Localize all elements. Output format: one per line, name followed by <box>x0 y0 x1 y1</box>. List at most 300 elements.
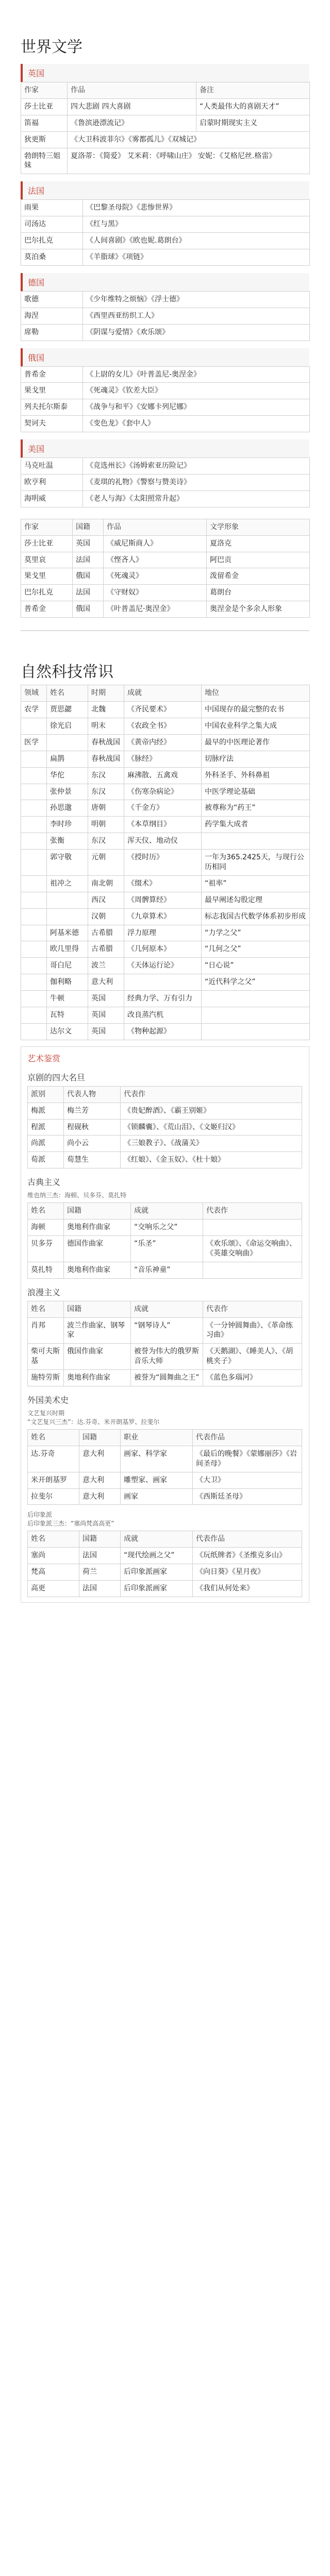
table-cell: 《老人与海》《太阳照常升起》 <box>83 490 310 507</box>
opera-header: 派别 <box>28 1086 64 1103</box>
table-cell: 莎士比亚 <box>21 98 68 115</box>
table-row <box>21 383 310 399</box>
table-row <box>21 718 310 734</box>
divider <box>21 630 309 631</box>
table-cell: 《伤寒杂病论》 <box>124 784 202 800</box>
lit2-header: 作品 <box>104 519 207 535</box>
table-cell: 海涅 <box>21 308 83 324</box>
table-cell <box>203 1262 302 1278</box>
uk-header-row <box>21 82 310 99</box>
paint-header: 国籍 <box>79 1430 121 1446</box>
romantic-table <box>27 1301 302 1386</box>
lit2-header: 国籍 <box>73 519 104 535</box>
table-cell: 达.芬奇 <box>28 1446 79 1472</box>
table-cell: 海顿 <box>28 1219 64 1236</box>
table-cell: 启蒙时期现实主义 <box>196 115 310 131</box>
table-row <box>28 1152 302 1168</box>
table-cell: 《脉经》 <box>124 751 202 767</box>
table-cell: 俄国 <box>73 601 104 618</box>
table-row <box>21 148 310 174</box>
table-cell <box>21 833 47 850</box>
table-cell: 被誉为伟大的俄罗斯音乐大师 <box>131 1344 203 1370</box>
fr-table <box>21 199 310 266</box>
music-header: 国籍 <box>64 1203 131 1219</box>
table-cell: 俄国 <box>73 568 104 585</box>
table-cell: 欧几里得 <box>47 941 88 958</box>
table-row <box>28 1564 302 1581</box>
table-cell <box>21 925 47 941</box>
table-cell: “几何之父” <box>202 941 310 958</box>
table-cell: 后印象派画家 <box>121 1564 193 1581</box>
ru-table <box>21 366 310 433</box>
table-cell: 《悭吝人》 <box>104 552 207 568</box>
table-cell: 《上尉的女儿》《叶普盖尼-奥涅金》 <box>83 366 310 383</box>
table-cell: 明朝 <box>88 817 124 833</box>
table-row <box>28 1317 302 1344</box>
table-row <box>21 131 310 148</box>
art-box <box>21 1046 309 1603</box>
table-row <box>21 817 310 833</box>
table-row <box>21 800 310 817</box>
sci-header: 地位 <box>202 685 310 702</box>
table-row <box>21 875 310 892</box>
table-row <box>21 991 310 1007</box>
table-cell: 席勒 <box>21 324 83 341</box>
table-cell: 《西里西亚纺织工人》 <box>83 308 310 324</box>
table-cell <box>21 974 47 991</box>
table-cell: 《欢乐颂》、《命运交响曲》、《英雄交响曲》 <box>203 1235 302 1262</box>
table-cell: 郭守敬 <box>47 850 88 876</box>
table-cell: 司汤达 <box>21 216 83 233</box>
table-cell: 《我们从何处来》 <box>193 1581 302 1597</box>
table-row <box>28 1344 302 1370</box>
table-cell: 中国现存的最完整的农书 <box>202 702 310 718</box>
table-row <box>21 490 310 507</box>
table-cell <box>21 817 47 833</box>
table-cell <box>21 784 47 800</box>
table-cell: 《授时历》 <box>124 850 202 876</box>
table-cell: “音乐神童” <box>131 1262 203 1278</box>
painting-title: 外国美术史 <box>27 1395 69 1405</box>
table-cell: 莫里哀 <box>21 552 73 568</box>
table-row <box>21 751 310 767</box>
music-header-row <box>28 1301 302 1317</box>
romantic-title: 浪漫主义 <box>27 1287 61 1297</box>
table-cell <box>202 1023 310 1040</box>
table-cell: 英国 <box>88 1007 124 1023</box>
table-cell: 高更 <box>28 1581 79 1597</box>
table-cell: 《一分钟圆舞曲》、《革命练习曲》 <box>203 1317 302 1344</box>
table-cell: 瓦特 <box>47 1007 88 1023</box>
table-cell: 被誉为“圆舞曲之王” <box>131 1370 203 1386</box>
table-cell: 荷兰 <box>79 1564 121 1581</box>
opera-title: 京剧的四大名旦 <box>27 1072 86 1082</box>
table-cell: 浑天仪、地动仪 <box>124 833 202 850</box>
impression-header-row <box>28 1531 302 1548</box>
table-row <box>21 908 310 925</box>
table-cell <box>21 941 47 958</box>
table-row <box>21 734 310 751</box>
table-cell <box>47 892 88 908</box>
renaissance-sub: “文艺复兴三杰”：达.芬奇、米开朗基罗、拉斐尔 <box>27 1418 160 1426</box>
table-cell: 古希腊 <box>88 925 124 941</box>
de-label: 德国 <box>21 273 309 291</box>
table-cell: 唐朝 <box>88 800 124 817</box>
table-cell: 《威尼斯商人》 <box>104 535 207 552</box>
table-cell: “现代绘画之父” <box>121 1548 193 1564</box>
table-cell: 《玩纸牌者》《圣维克多山》 <box>193 1548 302 1564</box>
world-lit-section <box>21 64 309 618</box>
table-cell: 孙思邈 <box>47 800 88 817</box>
opera-table <box>27 1086 302 1168</box>
table-cell: 荀派 <box>28 1152 64 1168</box>
impression-header: 代表作品 <box>193 1531 302 1548</box>
table-row <box>21 833 310 850</box>
table-cell: 明末 <box>88 718 124 734</box>
table-row <box>28 1136 302 1152</box>
table-cell: 东汉 <box>88 784 124 800</box>
table-cell: 意大利 <box>79 1446 121 1472</box>
table-cell: 英国 <box>88 991 124 1007</box>
us-table <box>21 457 310 507</box>
table-cell: 泼留希金 <box>207 568 310 585</box>
table-cell: “交响乐之父” <box>131 1219 203 1236</box>
table-cell: 《大卫》 <box>193 1472 302 1488</box>
table-cell: 哥白尼 <box>47 958 88 974</box>
table-cell: 古希腊 <box>88 941 124 958</box>
table-cell <box>47 908 88 925</box>
table-cell: 四大悲剧 四大喜剧 <box>68 98 196 115</box>
music-header: 代表作 <box>203 1301 302 1317</box>
table-cell: 后印象派画家 <box>121 1581 193 1597</box>
table-cell: 经典力学、万有引力 <box>124 991 202 1007</box>
table-row <box>21 416 310 432</box>
table-cell: 程砚秋 <box>64 1119 121 1136</box>
table-cell: 《少年维特之烦恼》《浮士德》 <box>83 291 310 308</box>
table-cell <box>202 991 310 1007</box>
table-cell: 扁鹊 <box>47 751 88 767</box>
table-cell: 《最后的晚餐》《蒙娜丽莎》《岩间圣母》 <box>193 1446 302 1472</box>
table-row <box>21 850 310 876</box>
table-row <box>21 115 310 131</box>
sci-header: 时期 <box>88 685 124 702</box>
table-cell: 《死魂灵》《钦差大臣》 <box>83 383 310 399</box>
table-cell: 施特劳斯 <box>28 1370 64 1386</box>
table-cell: 贝多芬 <box>28 1235 64 1262</box>
table-cell: 波兰作曲家、钢琴家 <box>64 1317 131 1344</box>
table-cell: “乐圣” <box>131 1235 203 1262</box>
table-cell: 《羊脂球》《项链》 <box>83 249 310 266</box>
table-cell <box>21 800 47 817</box>
table-row <box>21 249 310 266</box>
table-cell: 外科圣手、外科鼻祖 <box>202 767 310 784</box>
table-cell: 《变色龙》《套中人》 <box>83 416 310 432</box>
impression-header: 国籍 <box>79 1531 121 1548</box>
table-cell: 普希金 <box>21 601 73 618</box>
table-cell: 李时珍 <box>47 817 88 833</box>
table-cell: 果戈里 <box>21 568 73 585</box>
table-cell: 梅派 <box>28 1103 64 1119</box>
table-cell: 英国 <box>73 535 104 552</box>
table-cell: 最早的中医理论著作 <box>202 734 310 751</box>
table-cell: 勃朗特三姐妹 <box>21 148 68 174</box>
table-cell: 牛顿 <box>47 991 88 1007</box>
table-cell: 《贵妃醉酒》、《霸王别姬》 <box>121 1103 302 1119</box>
table-cell: 意大利 <box>88 974 124 991</box>
table-cell: 《竞选州长》《汤姆索亚历险记》 <box>83 458 310 474</box>
impression-header: 姓名 <box>28 1531 79 1548</box>
table-row <box>21 568 310 585</box>
table-cell: 奥地利作曲家 <box>64 1262 131 1278</box>
table-cell <box>21 958 47 974</box>
table-cell: 中国农业科学之集大成 <box>202 718 310 734</box>
music-header: 成就 <box>131 1203 203 1219</box>
table-cell: “人类最伟大的喜剧天才” <box>196 98 310 115</box>
table-cell: “钢琴诗人” <box>131 1317 203 1344</box>
table-cell: 列夫托尔斯泰 <box>21 399 83 416</box>
table-cell: 梅兰芳 <box>64 1103 121 1119</box>
sci-header: 成就 <box>124 685 202 702</box>
table-cell: 《九章算术》 <box>124 908 202 925</box>
table-cell: 徐光启 <box>47 718 88 734</box>
table-cell <box>21 850 47 876</box>
table-cell: 元朝 <box>88 850 124 876</box>
table-cell: 巴尔扎克 <box>21 585 73 601</box>
table-cell: 一年为365.2425天，与现行公历相同 <box>202 850 310 876</box>
table-cell: 《阴谋与爱情》《欢乐颂》 <box>83 324 310 341</box>
table-cell: 贾思勰 <box>47 702 88 718</box>
table-cell: 北魏 <box>88 702 124 718</box>
table-cell: 欧亨利 <box>21 474 83 491</box>
table-cell: 春秋战国 <box>88 751 124 767</box>
table-cell: 《黄帝内经》 <box>124 734 202 751</box>
ru-label: 俄国 <box>21 348 309 366</box>
table-cell: 阿基米德 <box>47 925 88 941</box>
table-cell <box>21 751 47 767</box>
table-cell: 《死魂灵》 <box>104 568 207 585</box>
uk-header: 备注 <box>196 82 310 99</box>
table-row <box>28 1119 302 1136</box>
table-cell: 笛福 <box>21 115 68 131</box>
paint-header: 职业 <box>121 1430 193 1446</box>
opera-header: 代表人物 <box>64 1086 121 1103</box>
table-cell: 法国 <box>79 1548 121 1564</box>
table-cell: “祖率” <box>202 875 310 892</box>
opera-header-row <box>28 1086 302 1103</box>
table-cell: 奥地利作曲家 <box>64 1219 131 1236</box>
table-row <box>21 366 310 383</box>
table-row <box>21 1007 310 1023</box>
table-cell: 《物种起源》 <box>124 1023 202 1040</box>
table-row <box>28 1488 302 1505</box>
table-cell: 雕塑家、画家 <box>121 1472 193 1488</box>
table-cell: 法国 <box>73 585 104 601</box>
table-row <box>28 1235 302 1262</box>
table-cell: 《缀术》 <box>124 875 202 892</box>
paint-header: 代表作品 <box>193 1430 302 1446</box>
table-cell: 奥地利作曲家 <box>64 1370 131 1386</box>
table-cell: 米开朗基罗 <box>28 1472 79 1488</box>
art-title: 艺术鉴赏 <box>27 1053 61 1063</box>
table-cell: 《三娘教子》、《战蒲关》 <box>121 1136 302 1152</box>
table-cell: 东汉 <box>88 833 124 850</box>
table-row <box>28 1472 302 1488</box>
sci-body <box>21 702 310 1040</box>
sci-section <box>21 685 309 1603</box>
classical-sub: 维也纳三杰：海顿、贝多芬、莫扎特 <box>27 1192 127 1199</box>
table-cell: 《大卫科波菲尔》《雾都孤儿》《双城记》 <box>68 131 310 148</box>
table-row <box>21 601 310 618</box>
table-cell: 马克吐温 <box>21 458 83 474</box>
table-cell <box>21 718 47 734</box>
table-row <box>21 552 310 568</box>
table-cell: 法国 <box>79 1581 121 1597</box>
uk-header: 作家 <box>21 82 68 99</box>
table-cell: 张衡 <box>47 833 88 850</box>
table-row <box>21 233 310 249</box>
table-cell: 药学集大成者 <box>202 817 310 833</box>
table-row <box>21 291 310 308</box>
table-cell: 《齐民要术》 <box>124 702 202 718</box>
paint-header: 姓名 <box>28 1430 79 1446</box>
table-row <box>28 1548 302 1564</box>
table-cell: 《红与黑》 <box>83 216 310 233</box>
lit2-header-row <box>21 519 310 535</box>
table-cell: 肖邦 <box>28 1317 64 1344</box>
table-row <box>21 925 310 941</box>
table-cell <box>203 1219 302 1236</box>
table-cell: 切脉疗法 <box>202 751 310 767</box>
table-row <box>21 399 310 416</box>
table-cell: 《战争与和平》《安娜卡列尼娜》 <box>83 399 310 416</box>
table-cell: 俄国作曲家 <box>64 1344 131 1370</box>
table-cell: 华佗 <box>47 767 88 784</box>
table-cell: 《本草纲目》 <box>124 817 202 833</box>
table-cell: 《蓝色多瑙河》 <box>203 1370 302 1386</box>
music-header: 姓名 <box>28 1203 64 1219</box>
table-cell: 莫扎特 <box>28 1262 64 1278</box>
uk-header: 作品 <box>68 82 196 99</box>
table-cell: 巴尔扎克 <box>21 233 83 249</box>
table-cell: 《鲁滨逊漂流记》 <box>68 115 196 131</box>
table-cell: 南北朝 <box>88 875 124 892</box>
table-cell: 《天鹅湖》、《睡美人》、《胡桃夹子》 <box>203 1344 302 1370</box>
lit2-header: 文学形象 <box>207 519 310 535</box>
table-cell: 意大利 <box>79 1488 121 1505</box>
table-cell: 《周髀算经》 <box>124 892 202 908</box>
table-cell: 标志我国古代数学体系初步形成 <box>202 908 310 925</box>
table-cell: 夏洛克 <box>207 535 310 552</box>
table-row <box>21 784 310 800</box>
table-cell: 浮力原理 <box>124 925 202 941</box>
table-cell <box>202 833 310 850</box>
table-cell <box>21 908 47 925</box>
table-row <box>21 892 310 908</box>
table-cell: 普希金 <box>21 366 83 383</box>
table-row <box>21 98 310 115</box>
table-cell: 尚小云 <box>64 1136 121 1152</box>
table-cell: 柴可夫斯基 <box>28 1344 64 1370</box>
table-row <box>21 535 310 552</box>
table-cell: “近代科学之父” <box>202 974 310 991</box>
table-row <box>21 958 310 974</box>
table-cell: 中医学理论基础 <box>202 784 310 800</box>
table-cell: 《千金方》 <box>124 800 202 817</box>
table-cell: 葛朗台 <box>207 585 310 601</box>
table-cell: 《红娘》、《金玉奴》、《杜十娘》 <box>121 1152 302 1168</box>
table-cell: 果戈里 <box>21 383 83 399</box>
music-header-row <box>28 1203 302 1219</box>
fr-label: 法国 <box>21 181 309 199</box>
table-cell <box>21 991 47 1007</box>
table-cell: 西汉 <box>88 892 124 908</box>
table-cell: 《人间喜剧》《欧也妮.葛朗台》 <box>83 233 310 249</box>
table-cell: 尚派 <box>28 1136 64 1152</box>
sci-title: 自然科技常识 <box>21 663 113 682</box>
table-row <box>28 1262 302 1278</box>
table-row <box>21 702 310 718</box>
impression-sub: 后印象派三杰：“塞尚梵高高更” <box>27 1520 114 1528</box>
table-cell: 德国作曲家 <box>64 1235 131 1262</box>
table-cell: 《叶普盖尼·奥涅金》 <box>104 601 207 618</box>
table-cell: 雨果 <box>21 200 83 216</box>
table-cell: 海明威 <box>21 490 83 507</box>
table-cell <box>47 734 88 751</box>
table-cell: 达尔文 <box>47 1023 88 1040</box>
table-cell: “日心说” <box>202 958 310 974</box>
table-row <box>21 308 310 324</box>
lit2-header: 作家 <box>21 519 73 535</box>
table-cell: 奥涅金是个多余人形象 <box>207 601 310 618</box>
impression-header: 成就 <box>121 1531 193 1548</box>
table-cell: 画家 <box>121 1488 193 1505</box>
table-row <box>28 1219 302 1236</box>
table-cell: 狄更斯 <box>21 131 68 148</box>
table-cell: 《巴黎圣母院》《悲惨世界》 <box>83 200 310 216</box>
world-lit-title: 世界文学 <box>21 38 82 56</box>
sci-header-row <box>21 685 310 702</box>
table-cell: 汉朝 <box>88 908 124 925</box>
table-cell: 春秋战国 <box>88 734 124 751</box>
table-cell: 最早阐述勾股定理 <box>202 892 310 908</box>
table-cell: 《西斯廷圣母》 <box>193 1488 302 1505</box>
uk-table <box>21 82 310 174</box>
table-row <box>21 458 310 474</box>
table-cell: 程派 <box>28 1119 64 1136</box>
table-cell: 《锁麟囊》、《荒山泪》、《文姬归汉》 <box>121 1119 302 1136</box>
renaissance-table <box>27 1429 302 1505</box>
table-cell: 英国 <box>88 1023 124 1040</box>
table-cell <box>21 892 47 908</box>
table-cell: 意大利 <box>79 1472 121 1488</box>
lit-character-table <box>21 519 310 618</box>
table-cell: 《几何原本》 <box>124 941 202 958</box>
table-cell: 《守财奴》 <box>104 585 207 601</box>
classical-table <box>27 1202 302 1278</box>
music-header: 成就 <box>131 1301 203 1317</box>
table-cell: 夏洛蒂：《简爱》 艾米莉：《呼啸山庄》 安妮：《艾格尼丝.格雷》 <box>68 148 310 174</box>
table-cell: 荀慧生 <box>64 1152 121 1168</box>
table-row <box>21 941 310 958</box>
music-header: 姓名 <box>28 1301 64 1317</box>
table-cell: 《向日葵》《星月夜》 <box>193 1564 302 1581</box>
table-cell: 医学 <box>21 734 47 751</box>
classical-title: 古典主义 <box>27 1177 61 1188</box>
table-row <box>21 974 310 991</box>
table-cell: 阿巴贡 <box>207 552 310 568</box>
sci-header: 姓名 <box>47 685 88 702</box>
table-cell: 歌德 <box>21 291 83 308</box>
